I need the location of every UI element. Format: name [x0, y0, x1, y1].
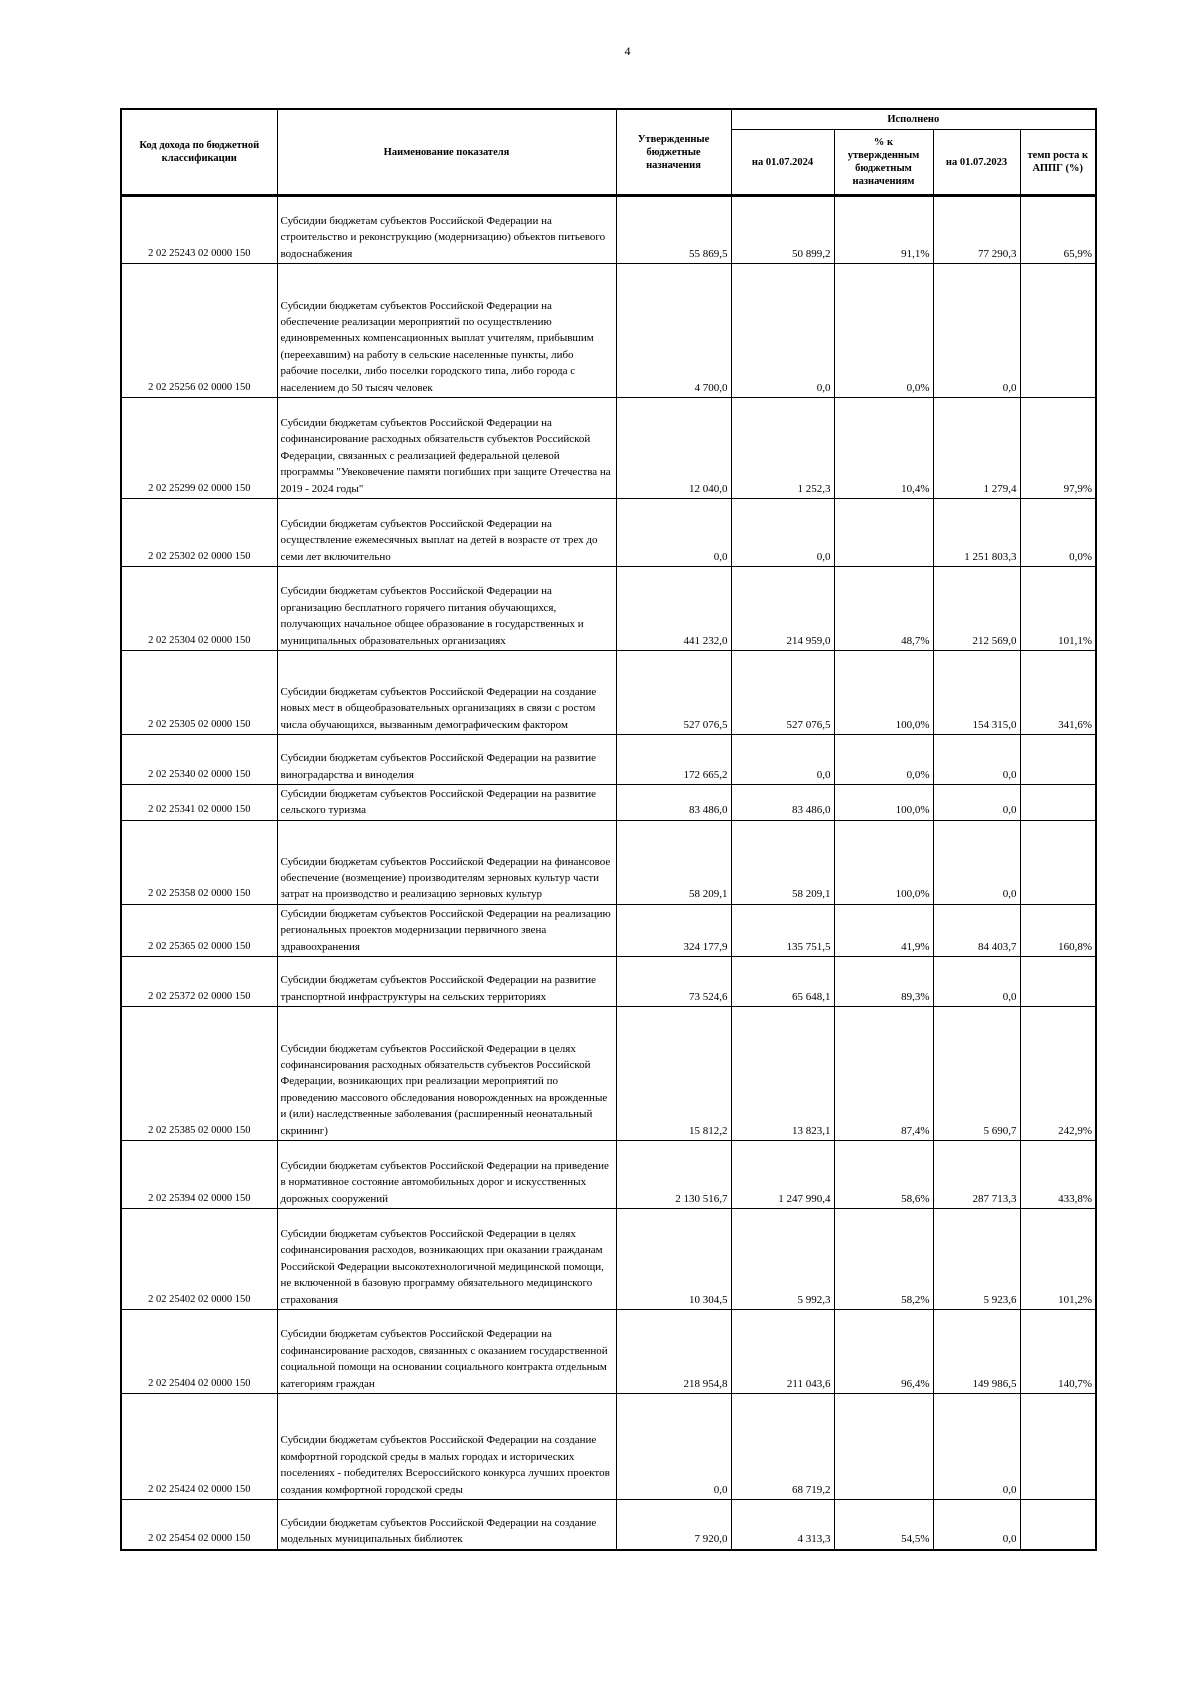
cell-on-2023: 149 986,5 — [933, 1310, 1020, 1394]
table-row — [121, 1141, 1096, 1209]
cell-on-2023: 0,0 — [933, 957, 1020, 1007]
table-row — [121, 1310, 1096, 1394]
cell-growth: 65,9% — [1020, 196, 1096, 264]
cell-on-2023: 0,0 — [933, 820, 1020, 904]
cell-growth: 160,8% — [1020, 904, 1096, 956]
cell-on-2023: 154 315,0 — [933, 651, 1020, 735]
cell-growth: 0,0% — [1020, 499, 1096, 567]
budget-execution-table — [120, 108, 1097, 1551]
table-row — [121, 904, 1096, 956]
cell-code: 2 02 25358 02 0000 150 — [121, 820, 277, 904]
cell-percent: 100,0% — [834, 820, 933, 904]
cell-percent: 41,9% — [834, 904, 933, 956]
header-code: Код дохода по бюджетной классификации — [121, 109, 277, 196]
cell-name: Субсидии бюджетам субъектов Российской Федерации на организацию бесплатного горячего питания обучающихся, получающих начальное общее образование в государственных и муниципальных образовательных организациях — [277, 567, 616, 651]
cell-approved: 73 524,6 — [616, 957, 731, 1007]
table-header — [121, 109, 1096, 196]
cell-on-2024: 50 899,2 — [731, 196, 834, 264]
table-row — [121, 651, 1096, 735]
table-row — [121, 1007, 1096, 1141]
cell-code: 2 02 25402 02 0000 150 — [121, 1209, 277, 1310]
cell-on-2024: 58 209,1 — [731, 820, 834, 904]
cell-approved: 7 920,0 — [616, 1500, 731, 1550]
cell-on-2024: 65 648,1 — [731, 957, 834, 1007]
cell-on-2024: 0,0 — [731, 499, 834, 567]
cell-on-2024: 4 313,3 — [731, 1500, 834, 1550]
cell-on-2023: 0,0 — [933, 1394, 1020, 1500]
cell-name: Субсидии бюджетам субъектов Российской Федерации на развитие виноградарства и виноделия — [277, 735, 616, 785]
cell-on-2023: 84 403,7 — [933, 904, 1020, 956]
cell-growth: 101,1% — [1020, 567, 1096, 651]
header-on-2024: на 01.07.2024 — [731, 130, 834, 196]
table-row — [121, 1209, 1096, 1310]
cell-approved: 4 700,0 — [616, 264, 731, 398]
cell-percent: 96,4% — [834, 1310, 933, 1394]
table-row — [121, 957, 1096, 1007]
table-row — [121, 820, 1096, 904]
cell-on-2023: 0,0 — [933, 785, 1020, 821]
cell-code: 2 02 25341 02 0000 150 — [121, 785, 277, 821]
cell-on-2024: 1 247 990,4 — [731, 1141, 834, 1209]
table-row — [121, 196, 1096, 264]
cell-approved: 0,0 — [616, 1394, 731, 1500]
cell-growth — [1020, 957, 1096, 1007]
cell-code: 2 02 25299 02 0000 150 — [121, 398, 277, 499]
cell-name: Субсидии бюджетам субъектов Российской Федерации на приведение в нормативное состояние автомобильных дорог и искусственных дорожных сооружений — [277, 1141, 616, 1209]
cell-code: 2 02 25454 02 0000 150 — [121, 1500, 277, 1550]
cell-percent: 0,0% — [834, 264, 933, 398]
cell-percent: 48,7% — [834, 567, 933, 651]
cell-name: Субсидии бюджетам субъектов Российской Федерации на строительство и реконструкцию (модернизацию) объектов питьевого водоснабжения — [277, 196, 616, 264]
cell-code: 2 02 25243 02 0000 150 — [121, 196, 277, 264]
cell-approved: 15 812,2 — [616, 1007, 731, 1141]
table-row — [121, 785, 1096, 821]
cell-on-2024: 0,0 — [731, 735, 834, 785]
table-row — [121, 264, 1096, 398]
cell-name: Субсидии бюджетам субъектов Российской Федерации на создание модельных муниципальных библиотек — [277, 1500, 616, 1550]
cell-on-2023: 212 569,0 — [933, 567, 1020, 651]
table-row — [121, 735, 1096, 785]
cell-percent — [834, 1394, 933, 1500]
cell-growth: 101,2% — [1020, 1209, 1096, 1310]
cell-percent: 0,0% — [834, 735, 933, 785]
cell-on-2024: 1 252,3 — [731, 398, 834, 499]
cell-percent: 54,5% — [834, 1500, 933, 1550]
cell-on-2023: 0,0 — [933, 1500, 1020, 1550]
cell-name: Субсидии бюджетам субъектов Российской Федерации на реализацию региональных проектов модернизации первичного звена здравоохранения — [277, 904, 616, 956]
cell-growth: 97,9% — [1020, 398, 1096, 499]
cell-growth — [1020, 1500, 1096, 1550]
cell-percent: 87,4% — [834, 1007, 933, 1141]
cell-percent: 100,0% — [834, 651, 933, 735]
cell-percent — [834, 499, 933, 567]
table-row — [121, 567, 1096, 651]
cell-growth — [1020, 264, 1096, 398]
cell-on-2023: 77 290,3 — [933, 196, 1020, 264]
cell-code: 2 02 25305 02 0000 150 — [121, 651, 277, 735]
cell-approved: 12 040,0 — [616, 398, 731, 499]
cell-on-2023: 0,0 — [933, 264, 1020, 398]
cell-code: 2 02 25372 02 0000 150 — [121, 957, 277, 1007]
cell-on-2023: 287 713,3 — [933, 1141, 1020, 1209]
cell-on-2023: 1 251 803,3 — [933, 499, 1020, 567]
cell-on-2024: 83 486,0 — [731, 785, 834, 821]
cell-growth: 341,6% — [1020, 651, 1096, 735]
header-percent: % к утвержденным бюджетным назначениям — [834, 130, 933, 196]
cell-on-2023: 0,0 — [933, 735, 1020, 785]
cell-on-2023: 5 690,7 — [933, 1007, 1020, 1141]
cell-approved: 218 954,8 — [616, 1310, 731, 1394]
header-on-2023: на 01.07.2023 — [933, 130, 1020, 196]
header-name: Наименование показателя — [277, 109, 616, 196]
cell-name: Субсидии бюджетам субъектов Российской Федерации на создание комфортной городской среды в малых городах и исторических поселениях - победителях Всероссийского конкурса лучших проектов создания комфортной городской среды — [277, 1394, 616, 1500]
cell-on-2024: 135 751,5 — [731, 904, 834, 956]
cell-approved: 0,0 — [616, 499, 731, 567]
cell-code: 2 02 25304 02 0000 150 — [121, 567, 277, 651]
cell-name: Субсидии бюджетам субъектов Российской Федерации на обеспечение реализации мероприятий по осуществлению единовременных компенсационных выплат учителям, прибывшим (переехавшим) на работу в сельские населенные пункты, либо рабочие поселки, либо поселки городского типа, либо города с населением до 50 тысяч человек — [277, 264, 616, 398]
table-row — [121, 499, 1096, 567]
cell-approved: 527 076,5 — [616, 651, 731, 735]
cell-code: 2 02 25365 02 0000 150 — [121, 904, 277, 956]
cell-code: 2 02 25394 02 0000 150 — [121, 1141, 277, 1209]
cell-approved: 2 130 516,7 — [616, 1141, 731, 1209]
cell-approved: 324 177,9 — [616, 904, 731, 956]
cell-percent: 10,4% — [834, 398, 933, 499]
cell-percent: 58,2% — [834, 1209, 933, 1310]
cell-percent: 58,6% — [834, 1141, 933, 1209]
cell-approved: 172 665,2 — [616, 735, 731, 785]
cell-on-2024: 211 043,6 — [731, 1310, 834, 1394]
cell-percent: 100,0% — [834, 785, 933, 821]
cell-approved: 83 486,0 — [616, 785, 731, 821]
cell-code: 2 02 25340 02 0000 150 — [121, 735, 277, 785]
cell-growth: 140,7% — [1020, 1310, 1096, 1394]
cell-name: Субсидии бюджетам субъектов Российской Федерации в целях софинансирования расходов, возникающих при оказании гражданам Российской Федерации высокотехнологичной медицинской помощи, не включенной в базовую программу обязательного медицинского страхования — [277, 1209, 616, 1310]
table-body — [121, 196, 1096, 1550]
cell-growth: 242,9% — [1020, 1007, 1096, 1141]
cell-code: 2 02 25302 02 0000 150 — [121, 499, 277, 567]
cell-name: Субсидии бюджетам субъектов Российской Федерации на создание новых мест в общеобразовательных организациях в связи с ростом числа обучающихся, вызванным демографическим фактором — [277, 651, 616, 735]
cell-on-2024: 527 076,5 — [731, 651, 834, 735]
cell-approved: 58 209,1 — [616, 820, 731, 904]
cell-approved: 10 304,5 — [616, 1209, 731, 1310]
header-executed: Исполнено — [731, 109, 1096, 130]
cell-on-2024: 5 992,3 — [731, 1209, 834, 1310]
cell-percent: 89,3% — [834, 957, 933, 1007]
cell-growth: 433,8% — [1020, 1141, 1096, 1209]
cell-name: Субсидии бюджетам субъектов Российской Федерации на развитие транспортной инфраструктуры на сельских территориях — [277, 957, 616, 1007]
cell-on-2024: 214 959,0 — [731, 567, 834, 651]
cell-code: 2 02 25256 02 0000 150 — [121, 264, 277, 398]
cell-name: Субсидии бюджетам субъектов Российской Федерации в целях софинансирования расходных обязательств субъектов Российской Федерации, возникающих при реализации мероприятий по проведению массового обследования новорожденных на врожденные и (или) наследственные заболевания (расширенный неонатальный скрининг) — [277, 1007, 616, 1141]
cell-growth — [1020, 735, 1096, 785]
cell-growth — [1020, 1394, 1096, 1500]
table-row — [121, 1394, 1096, 1500]
cell-on-2024: 13 823,1 — [731, 1007, 834, 1141]
cell-name: Субсидии бюджетам субъектов Российской Федерации на развитие сельского туризма — [277, 785, 616, 821]
cell-approved: 441 232,0 — [616, 567, 731, 651]
cell-on-2023: 5 923,6 — [933, 1209, 1020, 1310]
header-approved: Утвержденные бюджетные назначения — [616, 109, 731, 196]
cell-on-2024: 0,0 — [731, 264, 834, 398]
cell-percent: 91,1% — [834, 196, 933, 264]
cell-name: Субсидии бюджетам субъектов Российской Федерации на осуществление ежемесячных выплат на детей в возрасте от трех до семи лет включительно — [277, 499, 616, 567]
cell-code: 2 02 25424 02 0000 150 — [121, 1394, 277, 1500]
header-growth: темп роста к АППГ (%) — [1020, 130, 1096, 196]
cell-approved: 55 869,5 — [616, 196, 731, 264]
cell-growth — [1020, 820, 1096, 904]
cell-code: 2 02 25404 02 0000 150 — [121, 1310, 277, 1394]
cell-on-2023: 1 279,4 — [933, 398, 1020, 499]
cell-name: Субсидии бюджетам субъектов Российской Федерации на софинансирование расходных обязательств субъектов Российской Федерации, связанных с реализацией федеральной целевой программы "Увековечение памяти погибших при защите Отечества на 2019 - 2024 годы" — [277, 398, 616, 499]
table-row — [121, 1500, 1096, 1550]
cell-code: 2 02 25385 02 0000 150 — [121, 1007, 277, 1141]
page-number: 4 — [624, 44, 631, 58]
cell-growth — [1020, 785, 1096, 821]
table-row — [121, 398, 1096, 499]
cell-name: Субсидии бюджетам субъектов Российской Федерации на финансовое обеспечение (возмещение) производителям зерновых культур части затрат на производство и реализацию зерновых культур — [277, 820, 616, 904]
cell-name: Субсидии бюджетам субъектов Российской Федерации на софинансирование расходов, связанных с оказанием государственной социальной помощи на основании социального контракта отдельным категориям граждан — [277, 1310, 616, 1394]
cell-on-2024: 68 719,2 — [731, 1394, 834, 1500]
